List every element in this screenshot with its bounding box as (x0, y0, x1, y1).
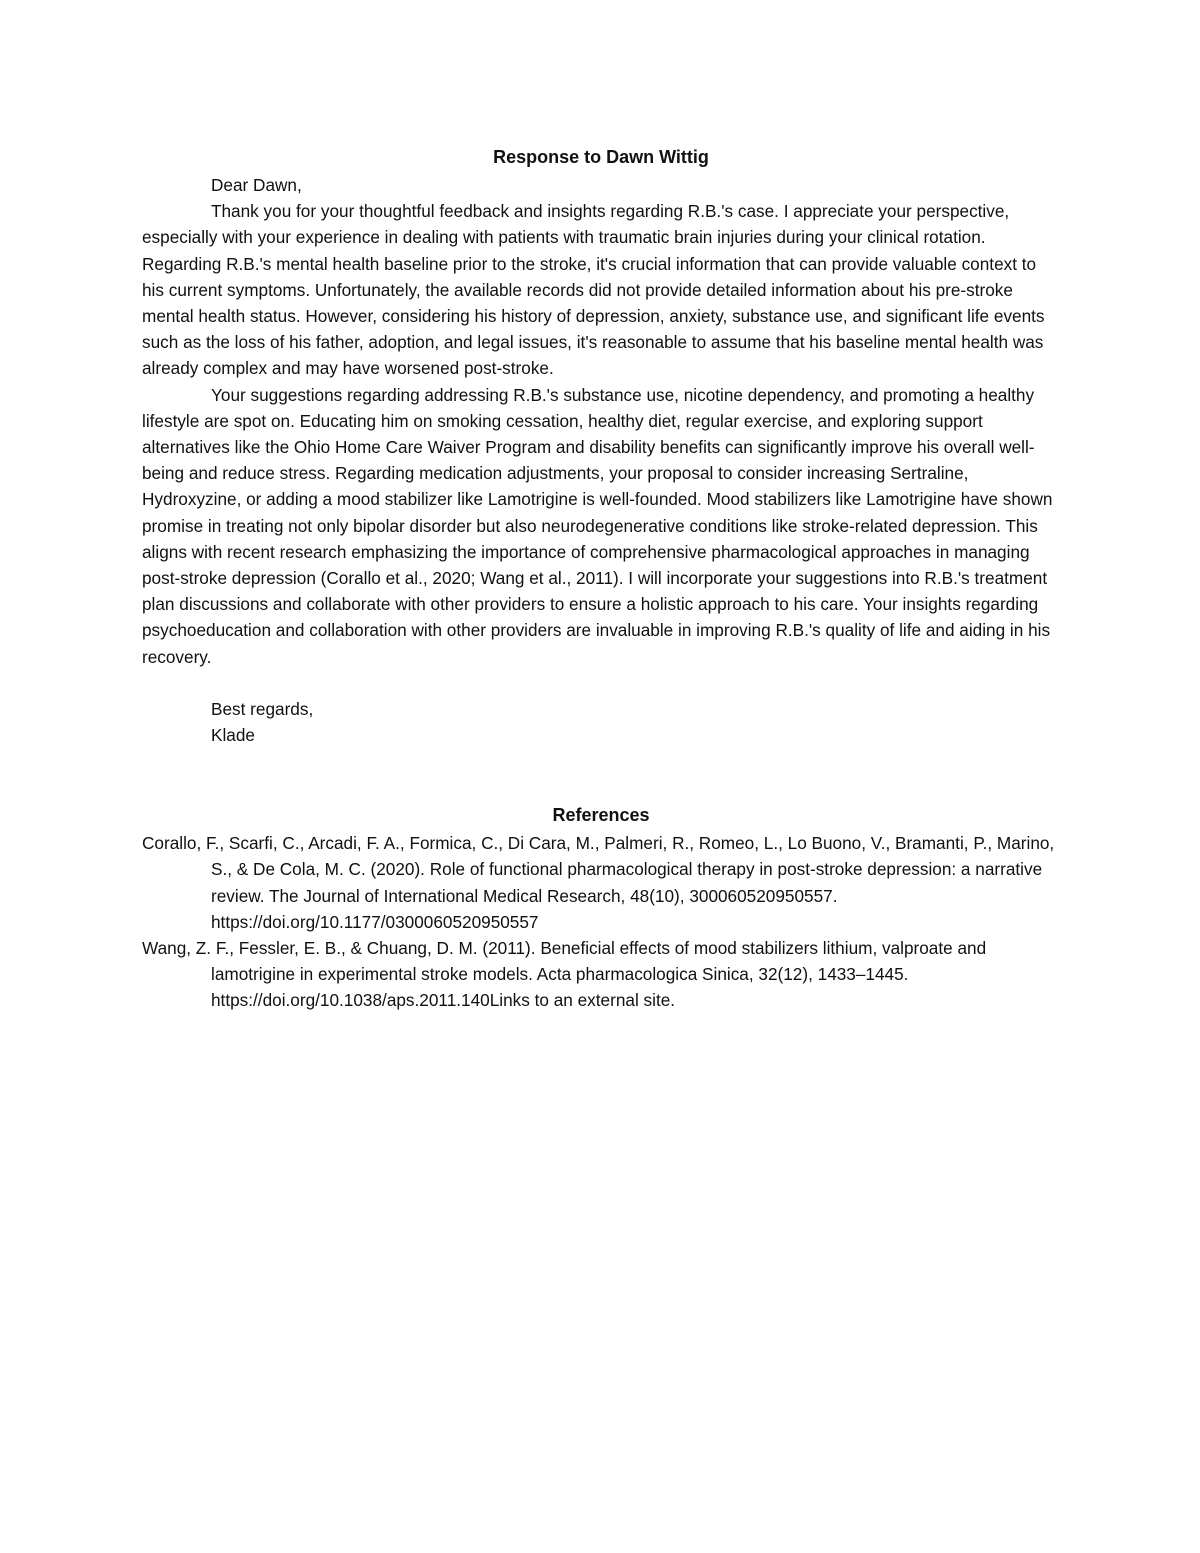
salutation: Dear Dawn, (211, 175, 302, 195)
document-title: Response to Dawn Wittig (493, 147, 709, 167)
signature: Klade (211, 725, 255, 746)
reference-entry-wang: Wang, Z. F., Fessler, E. B., & Chuang, D. M. (2011). Beneficial effects of mood stabilizers lithium, valproate and lamotrigine in experimental stroke models. Acta pharmacologica Sinica, 32(12), 1433–1445. https://doi.org/10.1038/aps.2011.140Links to an external site. (142, 938, 987, 1011)
document-body (142, 142, 1060, 1014)
closing: Best regards, (211, 698, 314, 719)
reference-entry-corallo: Corallo, F., Scarfi, C., Arcadi, F. A., Formica, C., Di Cara, M., Palmeri, R., Romeo, L., Lo Buono, V., Bramanti, P., Marino, S., & De Cola, M. C. (2020). Role of functional pharmacological therapy in post-stroke depression: a narrative review. The Journal of International Medical Research, 48(10), 300060520950557. https://doi.org/10.1177/0300060520950557 (142, 833, 1055, 932)
body-paragraph-1: Thank you for your thoughtful feedback and insights regarding R.B.'s case. I appreciate your perspective, especially with your experience in dealing with patients with traumatic brain injuries during your clinical rotation. Regarding R.B.'s mental health baseline prior to the stroke, it's crucial information that can provide valuable context to his current symptoms. Unfortunately, the available records did not provide detailed information about his pre-stroke mental health status. However, considering his history of depression, anxiety, substance use, and significant life events such as the loss of his father, adoption, and legal issues, it's reasonable to assume that his baseline mental health was already complex and may have worsened post-stroke. (142, 201, 1045, 379)
body-paragraph-2: Your suggestions regarding addressing R.B.'s substance use, nicotine dependency, and promoting a healthy lifestyle are spot on. Educating him on smoking cessation, healthy diet, regular exercise, and exploring support alternatives like the Ohio Home Care Waiver Program and disability benefits can significantly improve his overall well-being and reduce stress. Regarding medication adjustments, your proposal to consider increasing Sertraline, Hydroxyzine, or adding a mood stabilizer like Lamotrigine is well-founded. Mood stabilizers like Lamotrigine have shown promise in treating not only bipolar disorder but also neurodegenerative conditions like stroke-related depression. This aligns with recent research emphasizing the importance of comprehensive pharmacological approaches in managing post-stroke depression (Corallo et al., 2020; Wang et al., 2011). I will incorporate your suggestions into R.B.'s treatment plan discussions and collaborate with other providers to ensure a holistic approach to his care. Your insights regarding psychoeducation and collaboration with other providers are invaluable in improving R.B.'s quality of life and aiding in his recovery. (142, 384, 1053, 667)
spacer (142, 670, 1060, 696)
references-heading: References (552, 805, 650, 826)
